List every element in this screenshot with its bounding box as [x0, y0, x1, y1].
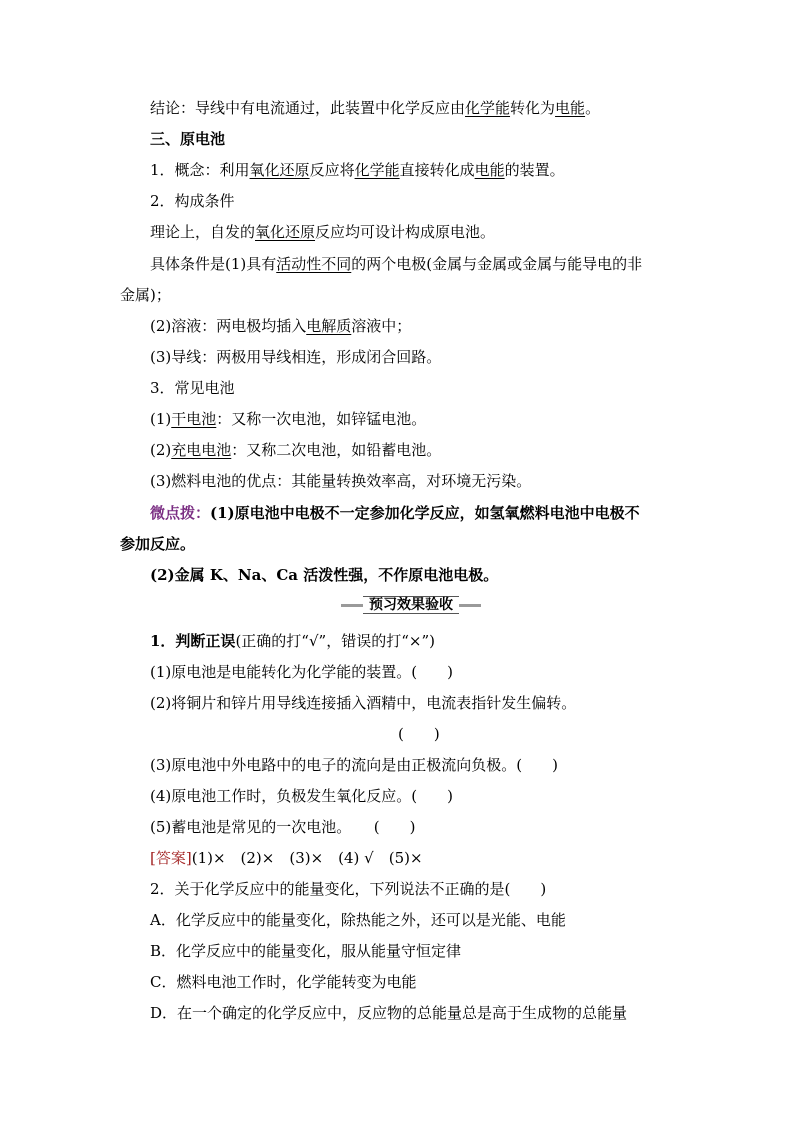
- underlined-term: 充电电池: [171, 441, 232, 459]
- q1-title: [150, 631, 435, 651]
- text: 理论上，自发的: [150, 223, 256, 241]
- underlined-term: 电能: [474, 161, 505, 179]
- text: 直接转化成: [399, 161, 475, 179]
- q1-item-5: (5)蓄电池是常见的一次电池。 ( ): [150, 818, 416, 836]
- fuel-cell-line: (3)燃料电池的优点：其能量转换效率高，对环境无污染。: [150, 472, 532, 490]
- text: 的两个电极(金属与金属或金属与能导电的非: [351, 255, 643, 273]
- concept-line: [150, 160, 565, 180]
- conditions-wire: (3)导线：两极用导线相连，形成闭合回路。: [150, 348, 442, 366]
- q1-item-1: (1)原电池是电能转化为化学能的装置。( ): [150, 663, 453, 681]
- answer-text: (1)× (2)× (3)× (4) √ (5)×: [191, 849, 423, 867]
- tip-label: 微点拨：: [150, 504, 211, 522]
- text: 结论：导线中有电流通过，此装置中化学反应由: [150, 99, 466, 117]
- underlined-term: 活动性不同: [276, 255, 352, 273]
- q1-title-bold: 1．判断正误: [150, 632, 236, 650]
- answer-label: [答案]: [150, 849, 192, 867]
- underlined-term: 干电池: [171, 410, 217, 428]
- text: 的装置。: [504, 161, 565, 179]
- rechargeable-battery-line: [150, 440, 441, 460]
- text: (1): [150, 410, 172, 428]
- text: 1．概念：利用: [150, 161, 250, 179]
- underlined-term: 电解质: [306, 317, 352, 335]
- banner-label: 预习效果验收: [363, 596, 459, 614]
- conclusion-line: [150, 98, 600, 118]
- q2-stem: 2．关于化学反应中的能量变化，下列说法不正确的是( ): [150, 880, 547, 898]
- tip-line-2: (2)金属 K、Na、Ca 活泼性强，不作原电池电极。: [150, 566, 499, 584]
- q1-answer: [150, 848, 423, 868]
- text: 具体条件是(1)具有: [150, 255, 277, 273]
- q2-option-a: A．化学反应中的能量变化，除热能之外，还可以是光能、电能: [150, 911, 566, 929]
- subheading-common-batteries: 3．常见电池: [150, 379, 235, 397]
- text: 溶液中；: [351, 317, 412, 335]
- underlined-term: 化学能: [354, 161, 400, 179]
- subheading-conditions: 2．构成条件: [150, 192, 235, 210]
- underlined-term: 电能: [555, 99, 586, 117]
- conditions-detail-cont: 金属)；: [120, 286, 171, 304]
- q2-option-d: D．在一个确定的化学反应中，反应物的总能量总是高于生成物的总能量: [150, 1004, 628, 1022]
- tip-line-cont: 参加反应。: [120, 535, 196, 553]
- text: (1)原电池中电极不一定参加化学反应，如氢氧燃料电池中电极不: [210, 504, 640, 522]
- text: 反应均可设计构成原电池。: [315, 223, 496, 241]
- text: 转化为: [510, 99, 556, 117]
- text: ：又称二次电池，如铅蓄电池。: [231, 441, 442, 459]
- underlined-term: 氧化还原: [249, 161, 310, 179]
- text: (正确的打“√”，错误的打“×”): [235, 632, 435, 650]
- conditions-detail: [150, 254, 642, 274]
- section-heading: 三、原电池: [150, 130, 226, 148]
- text: (2): [150, 441, 172, 459]
- tip-line: [150, 503, 640, 523]
- q1-item-3: (3)原电池中外电路中的电子的流向是由正极流向负极。( ): [150, 756, 558, 774]
- q1-item-2: (2)将铜片和锌片用导线连接插入酒精中，电流表指针发生偏转。: [150, 694, 577, 712]
- conditions-solution: [150, 316, 411, 336]
- q2-option-c: C．燃料电池工作时，化学能转变为电能: [150, 973, 417, 991]
- text: (2)溶液：两电极均插入: [150, 317, 307, 335]
- dry-battery-line: [150, 409, 426, 429]
- conditions-theory: [150, 222, 495, 242]
- text: 。: [585, 99, 601, 117]
- text: ：又称一次电池，如锌锰电池。: [216, 410, 427, 428]
- section-banner: [341, 596, 481, 614]
- q1-item-2-paren: ( ): [398, 725, 440, 743]
- q2-option-b: B．化学反应中的能量变化，服从能量守恒定律: [150, 942, 462, 960]
- q1-item-4: (4)原电池工作时，负极发生氧化反应。( ): [150, 787, 453, 805]
- underlined-term: 化学能: [465, 99, 511, 117]
- underlined-term: 氧化还原: [255, 223, 316, 241]
- text: 反应将: [309, 161, 355, 179]
